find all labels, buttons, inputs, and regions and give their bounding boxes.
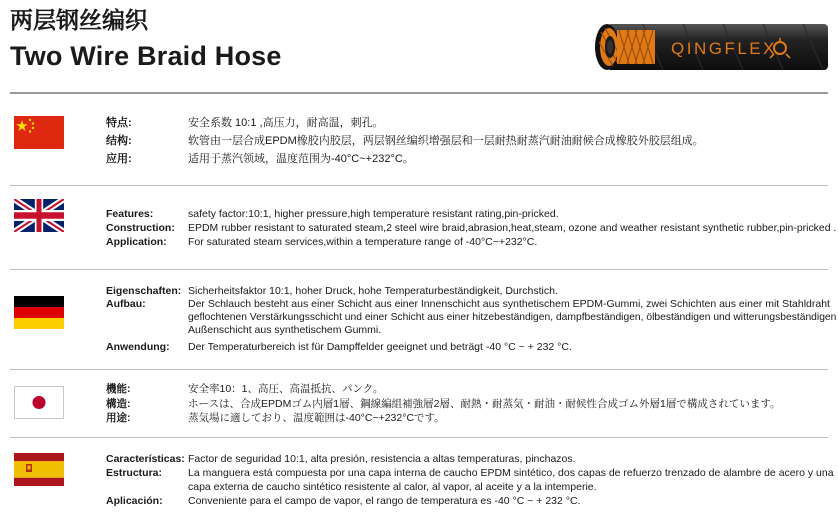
de-application-text: Der Temperaturbereich ist für Dampffelder geeignet und beträgt -40 °C ~ + 232 °C.	[188, 341, 572, 353]
section-divider	[10, 185, 828, 186]
jp-application-label: 用途:	[106, 412, 131, 424]
de-application-label: Anwendung:	[106, 341, 170, 353]
page-title-english: Two Wire Braid Hose	[10, 41, 282, 71]
de-construction-text-line2: geflochtenen Verstärkungsschicht und einer Schicht aus einer hitzebeständigen, dampfbeständigen, ölbeständigen und witterungsbeständigen	[188, 311, 837, 323]
en-construction-text: EPDM rubber resistant to saturated steam,2 steel wire braid,abrasion,heat,steam, ozone and weather resistant synthetic rubber,pin-pricked .	[188, 222, 837, 234]
es-features-label: Características:	[106, 453, 185, 465]
de-construction-label: Aufbau:	[106, 298, 146, 310]
japan-flag-icon	[14, 386, 64, 419]
section-divider	[10, 269, 828, 270]
cn-construction-label: 结构:	[106, 135, 132, 147]
cn-construction-text: 软管由一层合成EPDM橡胶内胶层，两层钢丝编织增强层和一层耐热耐蒸汽耐油耐候合成橡胶外胶层组成。	[188, 135, 704, 147]
spain-flag-icon	[14, 453, 64, 486]
jp-features-label: 機能:	[106, 383, 131, 395]
page-title-chinese: 两层钢丝编织	[10, 8, 148, 34]
section-divider	[10, 369, 828, 370]
en-features-text: safety factor:10:1, higher pressure,high temperature resistant rating,pin-pricked.	[188, 208, 559, 220]
cn-application-label: 应用:	[106, 153, 132, 165]
brand-logo-text: QINGFLEX	[671, 39, 777, 58]
header-divider	[10, 92, 828, 94]
de-features-label: Eigenschaften:	[106, 285, 182, 297]
section-divider	[10, 437, 828, 438]
cn-features-label: 特点:	[106, 117, 132, 129]
hose-product-image	[583, 22, 828, 72]
es-application-text: Conveniente para el campo de vapor, el rango de temperatura es -40 °C ~ + 232 °C.	[188, 495, 581, 507]
uk-flag-icon	[14, 199, 64, 232]
china-flag-icon	[14, 116, 64, 149]
es-construction-text-line2: capa externa de caucho sintético resistente al calor, al vapor, al aceite y a la intemperie.	[188, 481, 597, 493]
de-construction-text-line3: Außenschicht aus synthetischem Gummi.	[188, 324, 382, 336]
es-construction-label: Estructura:	[106, 467, 163, 479]
cn-application-text: 适用于蒸汽领域，温度范围为-40°C~+232°C。	[188, 153, 414, 165]
es-application-label: Aplicación:	[106, 495, 163, 507]
jp-construction-label: 構造:	[106, 398, 131, 410]
cn-features-text: 安全系数 10:1 ,高压力，耐高温，刺孔。	[188, 117, 384, 129]
de-features-text: Sicherheitsfaktor 10:1, hoher Druck, hohe Temperaturbeständigkeit, Durchstich.	[188, 285, 558, 297]
germany-flag-icon	[14, 296, 64, 329]
en-features-label: Features:	[106, 208, 154, 220]
jp-application-text: 蒸気場に適しており、温度範囲は-40°C~+232°Cです。	[188, 412, 445, 424]
en-application-label: Application:	[106, 236, 167, 248]
es-features-text: Factor de seguridad 10:1, alta presión, resistencia a altas temperaturas, pinchazos.	[188, 453, 576, 465]
en-application-text: For saturated steam services,within a temperature range of -40°C~+232°C.	[188, 236, 538, 248]
de-construction-text-line1: Der Schlauch besteht aus einer Schicht aus einer Innenschicht aus synthetischem EPDM-Gummi, zwei Schichten aus einer mit Stahldraht	[188, 298, 830, 310]
en-construction-label: Construction:	[106, 222, 175, 234]
jp-construction-text: ホースは、合成EPDMゴム内層1層、鋼線編組補強層2層、耐熱・耐蒸気・耐油・耐候性合成ゴム外層1層で構成されています。	[188, 398, 781, 410]
jp-features-text: 安全率10：1、高圧、高温抵抗、パンク。	[188, 383, 384, 395]
es-construction-text-line1: La manguera está compuesta por una capa interna de caucho EPDM sintético, dos capas de refuerzo trenzado de alambre de acero y una	[188, 467, 834, 479]
